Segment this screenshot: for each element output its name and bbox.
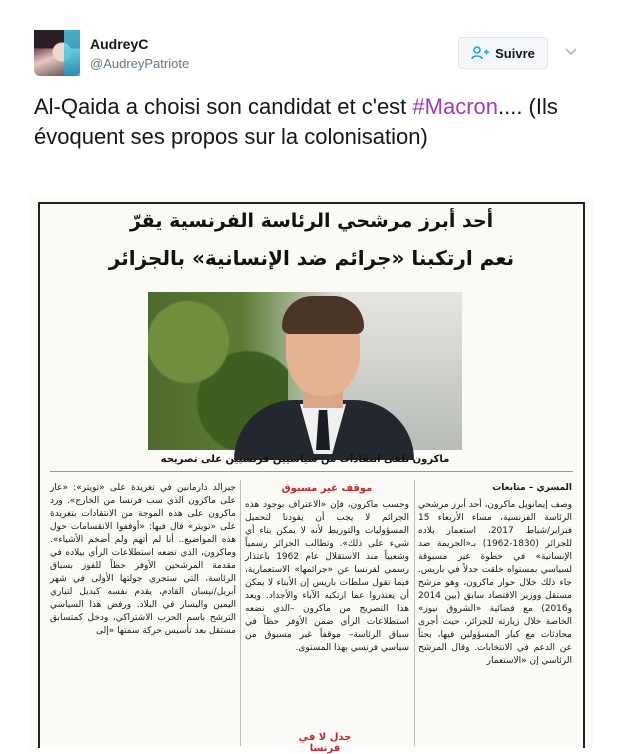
author-name[interactable]: AudreyC: [90, 36, 149, 52]
follow-button[interactable]: [458, 37, 548, 69]
column-left-text: جيرالد دارمانين في تغريدة على «تويتر»: «عار على ماكرون الذي سب فرنسا من الخارج». ورد ماكرون على هذه الموجة من الانتقادات بتغريدة على «تويتر» قال فيها: «أوقفوا الانقسامات حول هذه المواضيع.. أنا لم أتهم ولم أضخم الأشياء». وماكرون، الذي تضعه استطلاعات الرأي بيلاده في مقدمة المرشحين الأوفر حظاً للفوز بسباق الرئاسة، التي ستجري جولتها الأولى في شهر أبريل/نيسان القادم، يقدم نفسه كبديل لتياري اليمين واليسار في البلاد. ورفض هذا السياسي الترشح باسم الحزب الاشتراكي، ودخل كمتسابق مستقل بعد تأسيس حركة سمتها «إلى: [50, 483, 236, 636]
tweet-text-after: .... (Ils évoquent ses propos sur la colonisation): [34, 94, 558, 149]
tweet-text-before: Al-Qaida a choisi son candidat et c'est: [34, 94, 413, 119]
avatar-light: [64, 30, 80, 76]
follow-user-icon: [471, 46, 489, 60]
article-column-middle: [245, 482, 409, 655]
column-right-text: وصف إيمانويل ماكرون، أحد أبرز مرشحي الرئاسة الفرنسية، مساء الأربعاء 15 فبراير/شباط 2017، استعمار بلاده للجزائر (1830-1962) بـ«الجريمة ضد الإنسانية» في خطوة غير مسبوقة لسياسي بمستواه خلقت جدلاً في باريس. جاء ذلك خلال حوار ماكرون، وهو مرشح مستقل ووزير الاقتصاد سابق (بين 2014 و2016) مع فضائية «الشروق نيوز» الخاصة خلال زيارته للجزائر، حيث أجرى محادثات مع كبار المسؤولين فيها، بحثاً عن الدعم في الانتخابات. وقال المرشح الرئاسي إن «الاستعمار: [418, 500, 573, 666]
column-subheading: موقف غير مسبوق: [281, 483, 373, 494]
tweet-header: [0, 0, 624, 90]
article-column-left: [50, 482, 236, 638]
avatar[interactable]: [34, 30, 80, 76]
column-divider-right: [414, 480, 415, 746]
newspaper-clipping-image[interactable]: [30, 196, 593, 754]
tweet-text: [34, 92, 594, 152]
caption-divider: [50, 471, 573, 472]
clipping-headline-line1: أحد أبرز مرشحي الرئاسة الفرنسية يقرّ: [129, 210, 494, 232]
column-byline: المسري – متابعات: [492, 483, 572, 493]
article-column-right: [418, 482, 572, 668]
chevron-down-icon[interactable]: [564, 44, 578, 58]
column-divider-left: [240, 480, 241, 746]
clipping-headline-line2: نعم ارتكبنا «جرائم ضد الإنسانية» بالجزائر: [108, 246, 515, 270]
column-middle-subheading-2: جدل لا في فرنسا: [298, 732, 352, 754]
author-handle[interactable]: @AudreyPatriote: [90, 56, 190, 71]
photo-caption: ماكرون تلقى انتقادات من سياسيين فرنسيين على تصريحه: [160, 454, 450, 465]
photo-hair: [282, 296, 364, 334]
clipping-photo: [148, 292, 462, 450]
column-middle-text: وحسب ماكرون، فإن «الاعتراف بوجود هذه الجرائم لا يجب أن يقودنا لتحميل المسؤوليات والتوريط لأنه لا يمكن بناء أي شيء على ذلك». وتطالب الجزائر رسمياً وشعبياً منذ الاستقلال عام 1962 باعتذار رسمي لفرنسا عن «جرائمها» الاستعمارية، فيما تقول سلطات باريس إن الأبناء لا يمكن أن يعتذروا عما ارتكبه الآباء والأجداد. ويعد هذا التصريح من ماكرون –الذي تضعه استطلاعات الرأي ضمن الأوفر حظاً في سباق الرئاسة– موقفاً غير مسبوق من سياسي فرنسي بهذا المستوى.: [245, 500, 409, 653]
hashtag-link[interactable]: #Macron: [412, 94, 498, 119]
follow-label: Suivre: [495, 45, 535, 61]
